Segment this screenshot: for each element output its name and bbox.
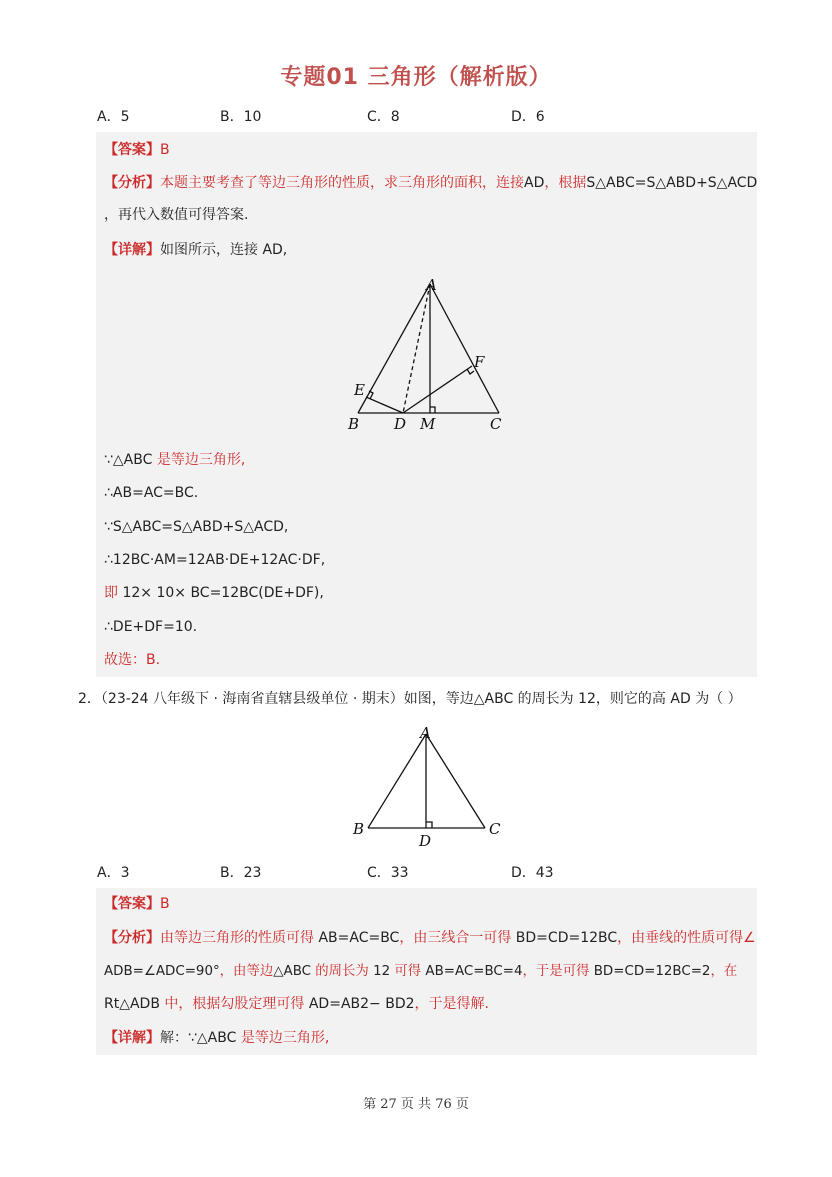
side-ac <box>430 284 499 413</box>
side-ac <box>426 734 485 828</box>
right-angle-m <box>430 407 435 413</box>
label-a: A <box>426 277 437 294</box>
label-c: C <box>489 820 501 838</box>
q2-analysis-line1: 【分析】由等边三角形的性质可得 AB=AC=BC，由三线合一可得 BD=CD=12BC，由垂线的性质可得∠ <box>104 930 756 946</box>
q1-step-1: ∵△ABC 是等边三角形, <box>104 452 246 468</box>
right-angle-d <box>426 822 432 828</box>
side-ab <box>368 734 426 828</box>
q2-option-b: B．23 <box>220 865 262 881</box>
q2-triangle-figure <box>345 722 515 850</box>
q1-detail: 【详解】如图所示，连接 AD, <box>104 242 288 258</box>
q2-question-text: 2．（23-24 八年级下 · 海南省直辖县级单位 · 期末）如图，等边△ABC 的周长为 12，则它的高 AD 为（ ） <box>78 691 742 707</box>
segment-ad-dashed <box>403 284 430 413</box>
q2-answer: 【答案】B <box>104 896 170 912</box>
q1-solution-box <box>96 132 757 677</box>
q1-triangle-figure <box>346 277 516 437</box>
q1-conclusion: 故选：B. <box>104 652 161 668</box>
q2-analysis-line2: ADB=∠ADC=90°，由等边△ABC 的周长为 12 可得 AB=AC=BC=4，于是可得 BD=CD=12BC=2，在 <box>104 964 738 979</box>
q1-option-c: C．8 <box>367 109 400 125</box>
q2-detail: 【详解】解：∵△ABC 是等边三角形, <box>104 1030 330 1046</box>
q1-step-4: ∴12BC·AM=12AB·DE+12AC·DF, <box>104 552 326 568</box>
right-angle-f <box>467 369 474 374</box>
q2-analysis-line3: Rt△ADB 中，根据勾股定理可得 AD=AB2− BD2，于是得解. <box>104 996 489 1012</box>
q1-analysis-line1: 【分析】本题主要考查了等边三角形的性质，求三角形的面积，连接AD，根据S△ABC=S△ABD+S△ACD <box>104 175 758 191</box>
q1-step-5: 即 12× 10× BC=12BC(DE+DF), <box>104 585 324 601</box>
q2-option-c: C．33 <box>367 865 409 881</box>
label-f: F <box>474 353 485 371</box>
side-ab <box>358 284 430 413</box>
page-footer: 第 27 页 共 76 页 <box>363 1097 469 1112</box>
q1-option-d: D．6 <box>511 109 545 125</box>
q1-answer: 【答案】B <box>104 142 170 158</box>
q1-step-2: ∴AB=AC=BC. <box>104 485 199 501</box>
label-c: C <box>490 415 502 433</box>
q2-solution-box <box>96 888 757 1055</box>
q1-step-6: ∴DE+DF=10. <box>104 619 198 635</box>
label-d: D <box>419 832 432 850</box>
label-b: B <box>348 415 360 433</box>
q1-option-b: B．10 <box>220 109 262 125</box>
q1-option-a: A．5 <box>97 109 130 125</box>
q2-option-a: A．3 <box>97 865 130 881</box>
page-title: 专题01 三角形（解析版） <box>280 65 552 90</box>
perp-de <box>366 397 403 413</box>
label-a: A <box>420 724 431 742</box>
q1-analysis-line2: ，再代入数值可得答案. <box>104 207 249 223</box>
label-e: E <box>354 381 365 399</box>
label-m: M <box>420 415 436 433</box>
label-d: D <box>394 415 407 433</box>
q1-step-3: ∵S△ABC=S△ABD+S△ACD, <box>104 519 289 535</box>
label-b: B <box>353 820 365 838</box>
perp-df <box>403 366 472 413</box>
q2-option-d: D．43 <box>511 865 554 881</box>
